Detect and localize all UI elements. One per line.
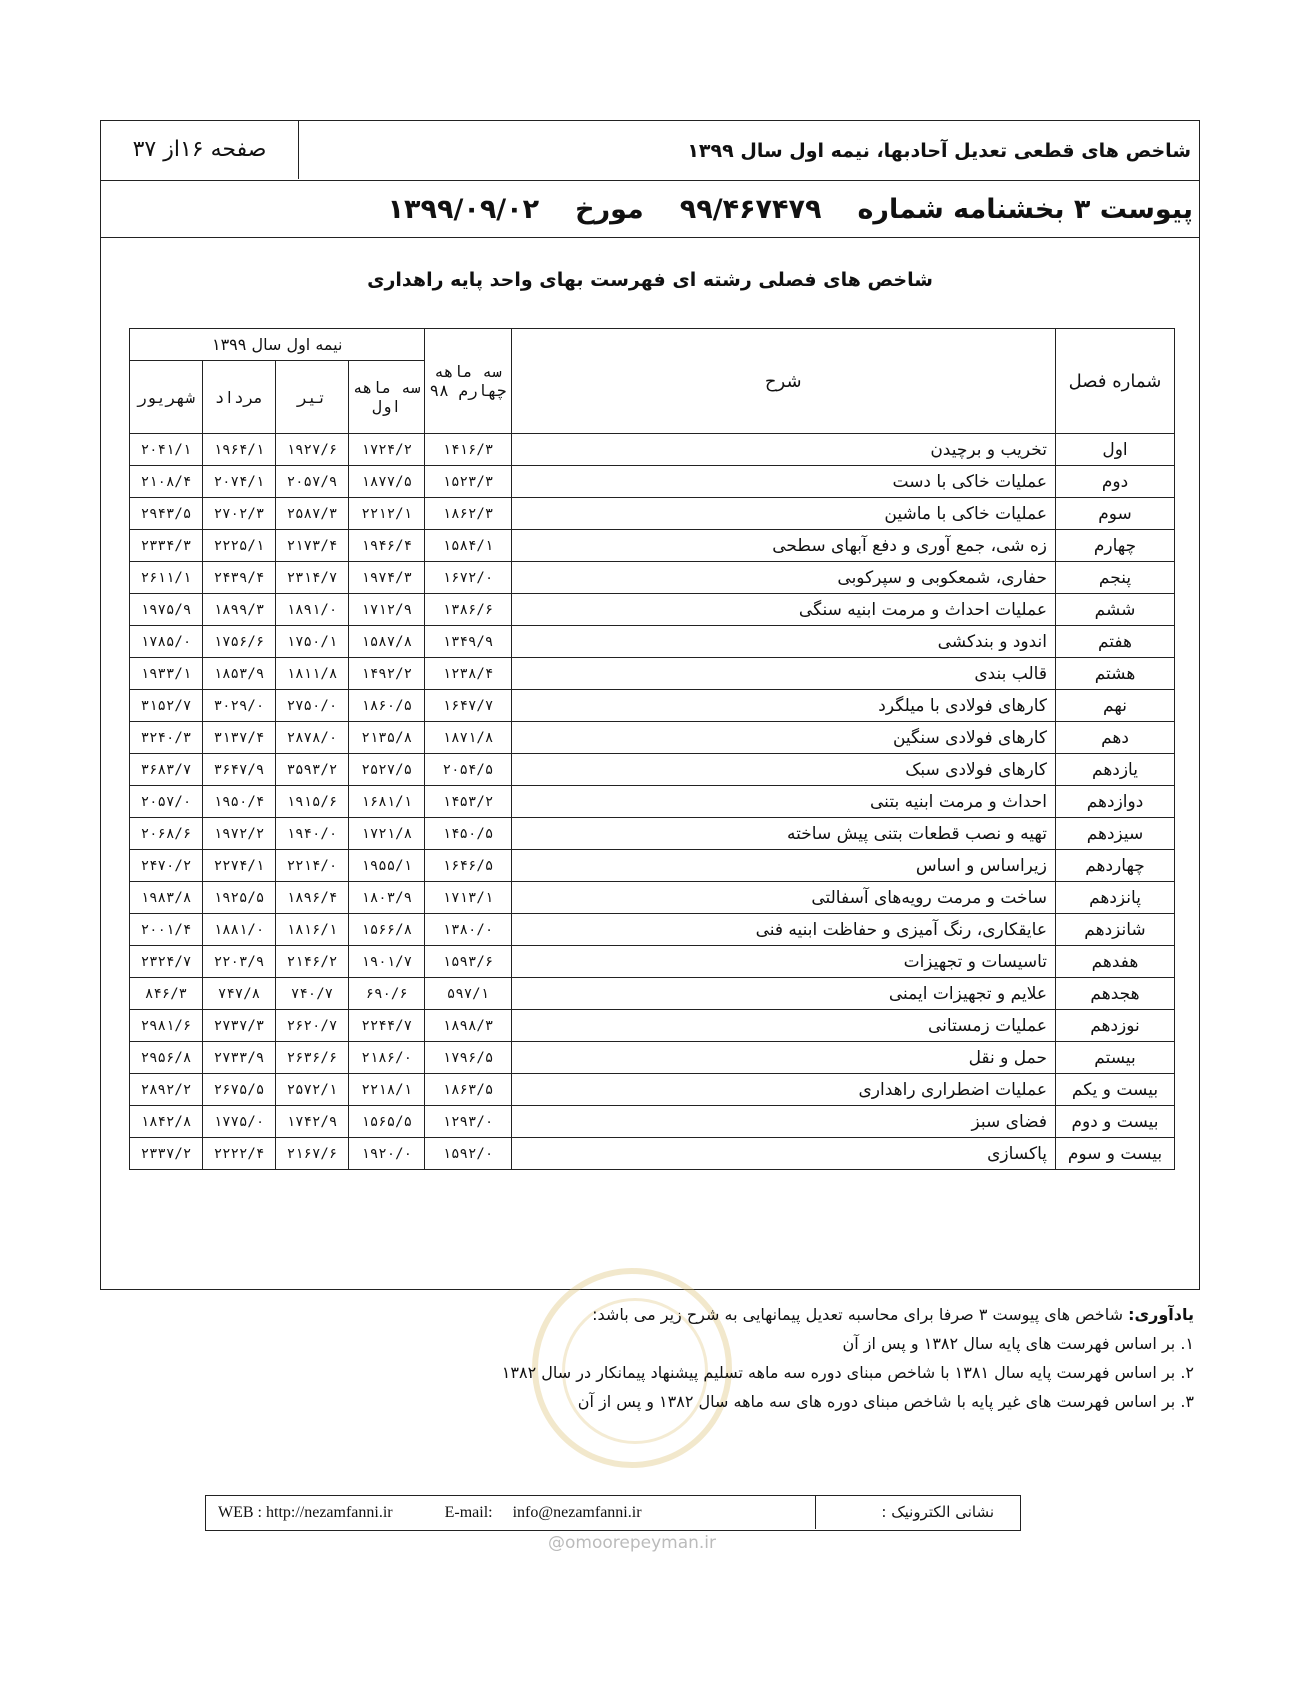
cell-description: عایقکاری، رنگ آمیزی و حفاظت ابنیه فنی xyxy=(511,914,1056,946)
cell-q1: ۱۷۲۱/۸ xyxy=(349,818,425,850)
table-row xyxy=(130,1042,1175,1074)
cell-q4-98: ۱۳۸۶/۶ xyxy=(425,594,511,626)
cell-chapter: سیزدهم xyxy=(1056,818,1175,850)
cell-mordad: ۱۸۹۹/۳ xyxy=(203,594,276,626)
table-row xyxy=(130,850,1175,882)
cell-chapter: نهم xyxy=(1056,690,1175,722)
cell-shahrivar: ۲۶۱۱/۱ xyxy=(130,562,203,594)
cell-shahrivar: ۲۹۸۱/۶ xyxy=(130,1010,203,1042)
index-table xyxy=(129,328,1175,1170)
cell-q4-98: ۱۴۵۳/۲ xyxy=(425,786,511,818)
cell-q4-98: ۱۸۶۳/۵ xyxy=(425,1074,511,1106)
cell-tir: ۲۱۷۳/۴ xyxy=(276,530,349,562)
footer-label: نشانی الکترونیک : xyxy=(815,1496,1020,1529)
cell-q4-98: ۱۸۶۲/۳ xyxy=(425,498,511,530)
table-row xyxy=(130,1074,1175,1106)
bulletin-prefix: پیوست ۳ بخشنامه شماره xyxy=(857,194,1193,225)
cell-mordad: ۲۷۳۷/۳ xyxy=(203,1010,276,1042)
cell-mordad: ۳۱۳۷/۴ xyxy=(203,722,276,754)
table-row xyxy=(130,1010,1175,1042)
cell-description: عملیات زمستانی xyxy=(511,1010,1056,1042)
cell-q1: ۲۱۳۵/۸ xyxy=(349,722,425,754)
bulletin-row xyxy=(101,181,1199,238)
header-chapter: شماره فصل xyxy=(1056,329,1175,434)
document-frame xyxy=(100,120,1200,1290)
cell-q4-98: ۵۹۷/۱ xyxy=(425,978,511,1010)
table-row xyxy=(130,722,1175,754)
cell-chapter: پنجم xyxy=(1056,562,1175,594)
cell-q1: ۲۵۲۷/۵ xyxy=(349,754,425,786)
cell-tir: ۲۶۳۶/۶ xyxy=(276,1042,349,1074)
cell-mordad: ۲۷۳۳/۹ xyxy=(203,1042,276,1074)
cell-tir: ۱۸۹۶/۴ xyxy=(276,882,349,914)
cell-chapter: نوزدهم xyxy=(1056,1010,1175,1042)
cell-description: عملیات احداث و مرمت ابنیه سنگی xyxy=(511,594,1056,626)
cell-description: کارهای فولادی سنگین xyxy=(511,722,1056,754)
cell-chapter: دوم xyxy=(1056,466,1175,498)
cell-mordad: ۱۷۵۶/۶ xyxy=(203,626,276,658)
cell-q1: ۱۵۸۷/۸ xyxy=(349,626,425,658)
header-q4-98-line2: چهارم ۹۸ xyxy=(429,381,507,400)
cell-mordad: ۲۶۷۵/۵ xyxy=(203,1074,276,1106)
watermark-text: @omoorepeyman.ir xyxy=(548,1533,717,1553)
cell-shahrivar: ۱۹۷۵/۹ xyxy=(130,594,203,626)
cell-description: اندود و بندکشی xyxy=(511,626,1056,658)
cell-mordad: ۲۰۷۴/۱ xyxy=(203,466,276,498)
cell-q4-98: ۱۶۴۶/۵ xyxy=(425,850,511,882)
bulletin-heading xyxy=(352,181,1193,238)
cell-shahrivar: ۳۲۴۰/۳ xyxy=(130,722,203,754)
table-row xyxy=(130,914,1175,946)
cell-mordad: ۲۷۰۲/۳ xyxy=(203,498,276,530)
cell-description: حفاری، شمعکوبی و سپرکوبی xyxy=(511,562,1056,594)
cell-chapter: چهاردهم xyxy=(1056,850,1175,882)
cell-tir: ۱۹۲۷/۶ xyxy=(276,434,349,466)
cell-q4-98: ۲۰۵۴/۵ xyxy=(425,754,511,786)
table-row xyxy=(130,818,1175,850)
cell-q1: ۱۹۲۰/۰ xyxy=(349,1138,425,1170)
cell-shahrivar: ۸۴۶/۳ xyxy=(130,978,203,1010)
cell-tir: ۱۷۴۲/۹ xyxy=(276,1106,349,1138)
cell-shahrivar: ۲۹۴۳/۵ xyxy=(130,498,203,530)
table-body xyxy=(130,434,1175,1170)
cell-q4-98: ۱۶۷۲/۰ xyxy=(425,562,511,594)
header-q1-line1: سه ماهه xyxy=(353,378,421,397)
cell-chapter: اول xyxy=(1056,434,1175,466)
cell-description: عملیات اضطراری راهداری xyxy=(511,1074,1056,1106)
cell-mordad: ۱۷۷۵/۰ xyxy=(203,1106,276,1138)
header-half-1399: نیمه اول سال ۱۳۹۹ xyxy=(130,329,425,361)
table-row xyxy=(130,594,1175,626)
cell-description: کارهای فولادی با میلگرد xyxy=(511,690,1056,722)
table-row xyxy=(130,786,1175,818)
cell-mordad: ۲۲۲۵/۱ xyxy=(203,530,276,562)
header-q1 xyxy=(349,361,425,434)
cell-tir: ۱۷۵۰/۱ xyxy=(276,626,349,658)
cell-chapter: شانزدهم xyxy=(1056,914,1175,946)
reminder-intro: شاخص های پیوست ۳ صرفا برای محاسبه تعدیل پیمانهایی به شرح زیر می باشد: xyxy=(592,1305,1123,1324)
page-number: صفحه ۱۶از ۳۷ xyxy=(101,121,299,179)
cell-description: تهیه و نصب قطعات بتنی پیش ساخته xyxy=(511,818,1056,850)
cell-q1: ۲۱۸۶/۰ xyxy=(349,1042,425,1074)
cell-tir: ۱۹۱۵/۶ xyxy=(276,786,349,818)
cell-q4-98: ۱۴۱۶/۳ xyxy=(425,434,511,466)
cell-shahrivar: ۲۴۷۰/۲ xyxy=(130,850,203,882)
cell-chapter: چهارم xyxy=(1056,530,1175,562)
cell-shahrivar: ۲۰۴۱/۱ xyxy=(130,434,203,466)
cell-description: عملیات خاکی با ماشین xyxy=(511,498,1056,530)
bulletin-number: ۹۹/۴۶۷۴۷۹ xyxy=(679,194,822,225)
reminder-intro-line xyxy=(294,1300,1194,1329)
cell-mordad: ۱۸۸۱/۰ xyxy=(203,914,276,946)
cell-q4-98: ۱۷۹۶/۵ xyxy=(425,1042,511,1074)
cell-q4-98: ۱۲۹۳/۰ xyxy=(425,1106,511,1138)
footer-contact xyxy=(218,1496,642,1529)
cell-description: احداث و مرمت ابنیه بتنی xyxy=(511,786,1056,818)
date-label: مورخ xyxy=(575,194,644,225)
cell-description: عملیات خاکی با دست xyxy=(511,466,1056,498)
cell-mordad: ۲۲۲۲/۴ xyxy=(203,1138,276,1170)
cell-tir: ۱۸۱۶/۱ xyxy=(276,914,349,946)
cell-shahrivar: ۱۷۸۵/۰ xyxy=(130,626,203,658)
cell-chapter: بیست و یکم xyxy=(1056,1074,1175,1106)
cell-description: پاکسازی xyxy=(511,1138,1056,1170)
cell-q4-98: ۱۸۷۱/۸ xyxy=(425,722,511,754)
cell-tir: ۳۵۹۳/۲ xyxy=(276,754,349,786)
cell-q1: ۱۵۶۶/۸ xyxy=(349,914,425,946)
table-row xyxy=(130,498,1175,530)
cell-q4-98: ۱۵۹۲/۰ xyxy=(425,1138,511,1170)
table-row xyxy=(130,978,1175,1010)
cell-tir: ۲۵۷۲/۱ xyxy=(276,1074,349,1106)
cell-description: فضای سبز xyxy=(511,1106,1056,1138)
email-link[interactable]: E-mail: info@nezamfanni.ir xyxy=(444,1504,642,1521)
cell-shahrivar: ۲۰۰۱/۴ xyxy=(130,914,203,946)
cell-shahrivar: ۲۱۰۸/۴ xyxy=(130,466,203,498)
table-row xyxy=(130,434,1175,466)
cell-shahrivar: ۱۸۴۲/۸ xyxy=(130,1106,203,1138)
reminder-note xyxy=(294,1300,1194,1416)
header-q4-98 xyxy=(425,329,511,434)
table-row xyxy=(130,946,1175,978)
cell-mordad: ۱۹۵۰/۴ xyxy=(203,786,276,818)
cell-description: قالب بندی xyxy=(511,658,1056,690)
cell-q1: ۱۵۶۵/۵ xyxy=(349,1106,425,1138)
cell-tir: ۲۵۸۷/۳ xyxy=(276,498,349,530)
cell-chapter: یازدهم xyxy=(1056,754,1175,786)
table-row xyxy=(130,1138,1175,1170)
header-mordad: مرداد xyxy=(203,361,276,434)
cell-q1: ۱۸۷۷/۵ xyxy=(349,466,425,498)
cell-mordad: ۳۰۲۹/۰ xyxy=(203,690,276,722)
document-title: شاخص های قطعی تعدیل آحادبها، نیمه اول سال ۱۳۹۹ xyxy=(687,140,1191,162)
cell-chapter: هشتم xyxy=(1056,658,1175,690)
cell-mordad: ۱۹۶۴/۱ xyxy=(203,434,276,466)
cell-q4-98: ۱۵۸۴/۱ xyxy=(425,530,511,562)
cell-chapter: سوم xyxy=(1056,498,1175,530)
cell-tir: ۱۸۹۱/۰ xyxy=(276,594,349,626)
cell-description: حمل و نقل xyxy=(511,1042,1056,1074)
cell-q1: ۱۶۸۱/۱ xyxy=(349,786,425,818)
cell-shahrivar: ۲۸۹۲/۲ xyxy=(130,1074,203,1106)
cell-chapter: ششم xyxy=(1056,594,1175,626)
cell-description: کارهای فولادی سبک xyxy=(511,754,1056,786)
cell-chapter: بیستم xyxy=(1056,1042,1175,1074)
cell-mordad: ۱۹۷۲/۲ xyxy=(203,818,276,850)
cell-description: زیراساس و اساس xyxy=(511,850,1056,882)
cell-mordad: ۷۴۷/۸ xyxy=(203,978,276,1010)
cell-q1: ۲۲۱۲/۱ xyxy=(349,498,425,530)
cell-shahrivar: ۱۹۳۳/۱ xyxy=(130,658,203,690)
bulletin-date: ۱۳۹۹/۰۹/۰۲ xyxy=(387,194,540,225)
cell-chapter: هفتم xyxy=(1056,626,1175,658)
cell-chapter: پانزدهم xyxy=(1056,882,1175,914)
cell-mordad: ۲۲۷۴/۱ xyxy=(203,850,276,882)
cell-tir: ۲۲۱۴/۰ xyxy=(276,850,349,882)
cell-tir: ۱۸۱۱/۸ xyxy=(276,658,349,690)
cell-q1: ۶۹۰/۶ xyxy=(349,978,425,1010)
cell-q4-98: ۱۷۱۳/۱ xyxy=(425,882,511,914)
table-row xyxy=(130,754,1175,786)
cell-q1: ۲۲۴۴/۷ xyxy=(349,1010,425,1042)
cell-q1: ۱۹۰۱/۷ xyxy=(349,946,425,978)
cell-chapter: دهم xyxy=(1056,722,1175,754)
cell-tir: ۲۸۷۸/۰ xyxy=(276,722,349,754)
table-row xyxy=(130,626,1175,658)
cell-q1: ۱۴۹۲/۲ xyxy=(349,658,425,690)
cell-description: تاسیسات و تجهیزات xyxy=(511,946,1056,978)
cell-chapter: بیست و سوم xyxy=(1056,1138,1175,1170)
cell-description: تخریب و برچیدن xyxy=(511,434,1056,466)
reminder-item-3: ۳. بر اساس فهرست های غیر پایه با شاخص مبنای دوره های سه ماهه سال ۱۳۸۲ و پس از آن xyxy=(577,1392,1194,1411)
cell-q1: ۱۸۰۳/۹ xyxy=(349,882,425,914)
footer-box xyxy=(205,1495,1021,1531)
cell-q4-98: ۱۳۴۹/۹ xyxy=(425,626,511,658)
cell-chapter: دوازدهم xyxy=(1056,786,1175,818)
cell-q1: ۱۹۵۵/۱ xyxy=(349,850,425,882)
cell-q1: ۱۹۴۶/۴ xyxy=(349,530,425,562)
cell-shahrivar: ۲۰۶۸/۶ xyxy=(130,818,203,850)
header-description: شرح xyxy=(511,329,1056,434)
cell-q4-98: ۱۲۳۸/۴ xyxy=(425,658,511,690)
cell-tir: ۲۳۱۴/۷ xyxy=(276,562,349,594)
header-shahrivar: شهریور xyxy=(130,361,203,434)
cell-q4-98: ۱۸۹۸/۳ xyxy=(425,1010,511,1042)
cell-q1: ۱۷۱۲/۹ xyxy=(349,594,425,626)
cell-mordad: ۱۹۲۵/۵ xyxy=(203,882,276,914)
cell-shahrivar: ۳۱۵۲/۷ xyxy=(130,690,203,722)
table-row xyxy=(130,690,1175,722)
cell-tir: ۲۰۵۷/۹ xyxy=(276,466,349,498)
cell-shahrivar: ۲۳۳۴/۳ xyxy=(130,530,203,562)
cell-q4-98: ۱۴۵۰/۵ xyxy=(425,818,511,850)
table-row xyxy=(130,466,1175,498)
cell-mordad: ۲۴۳۹/۴ xyxy=(203,562,276,594)
header-q1-line2: اول xyxy=(372,397,402,416)
cell-chapter: بیست و دوم xyxy=(1056,1106,1175,1138)
header-tir: تیر xyxy=(276,361,349,434)
cell-q4-98: ۱۵۲۳/۳ xyxy=(425,466,511,498)
cell-chapter: هجدهم xyxy=(1056,978,1175,1010)
reminder-item-1: ۱. بر اساس فهرست های پایه سال ۱۳۸۲ و پس از آن xyxy=(842,1334,1194,1353)
table-row xyxy=(130,658,1175,690)
cell-mordad: ۳۶۴۷/۹ xyxy=(203,754,276,786)
web-link[interactable]: WEB : http://nezamfanni.ir xyxy=(218,1504,393,1521)
cell-q1: ۱۸۶۰/۵ xyxy=(349,690,425,722)
cell-shahrivar: ۲۳۳۷/۲ xyxy=(130,1138,203,1170)
cell-tir: ۱۹۴۰/۰ xyxy=(276,818,349,850)
cell-mordad: ۲۲۰۳/۹ xyxy=(203,946,276,978)
cell-shahrivar: ۱۹۸۳/۸ xyxy=(130,882,203,914)
cell-q4-98: ۱۳۸۰/۰ xyxy=(425,914,511,946)
cell-mordad: ۱۸۵۳/۹ xyxy=(203,658,276,690)
table-row xyxy=(130,530,1175,562)
cell-description: ساخت و مرمت رویه‌های آسفالتی xyxy=(511,882,1056,914)
cell-q4-98: ۱۵۹۳/۶ xyxy=(425,946,511,978)
cell-description: زه شی، جمع آوری و دفع آبهای سطحی xyxy=(511,530,1056,562)
cell-shahrivar: ۲۳۲۴/۷ xyxy=(130,946,203,978)
table-row xyxy=(130,1106,1175,1138)
cell-tir: ۲۱۴۶/۲ xyxy=(276,946,349,978)
table-title: شاخص های فصلی رشته ای فهرست بهای واحد پایه راهداری xyxy=(367,269,933,291)
table-row xyxy=(130,882,1175,914)
cell-q1: ۱۷۲۴/۲ xyxy=(349,434,425,466)
cell-tir: ۲۷۵۰/۰ xyxy=(276,690,349,722)
cell-shahrivar: ۲۹۵۶/۸ xyxy=(130,1042,203,1074)
header-row xyxy=(101,121,1199,181)
cell-tir: ۲۱۶۷/۶ xyxy=(276,1138,349,1170)
cell-shahrivar: ۳۶۸۳/۷ xyxy=(130,754,203,786)
cell-shahrivar: ۲۰۵۷/۰ xyxy=(130,786,203,818)
cell-tir: ۷۴۰/۷ xyxy=(276,978,349,1010)
cell-q1: ۲۲۱۸/۱ xyxy=(349,1074,425,1106)
reminder-item-2: ۲. بر اساس فهرست پایه سال ۱۳۸۱ با شاخص مبنای دوره سه ماهه تسلیم پیشنهاد پیمانکار در سال ۱۳۸۲ xyxy=(501,1363,1194,1382)
reminder-label: یادآوری: xyxy=(1128,1305,1194,1324)
cell-tir: ۲۶۲۰/۷ xyxy=(276,1010,349,1042)
header-q4-98-line1: سه ماهه xyxy=(434,362,502,381)
table-row xyxy=(130,562,1175,594)
cell-chapter: هفدهم xyxy=(1056,946,1175,978)
cell-q1: ۱۹۷۴/۳ xyxy=(349,562,425,594)
cell-q4-98: ۱۶۴۷/۷ xyxy=(425,690,511,722)
cell-description: علایم و تجهیزات ایمنی xyxy=(511,978,1056,1010)
